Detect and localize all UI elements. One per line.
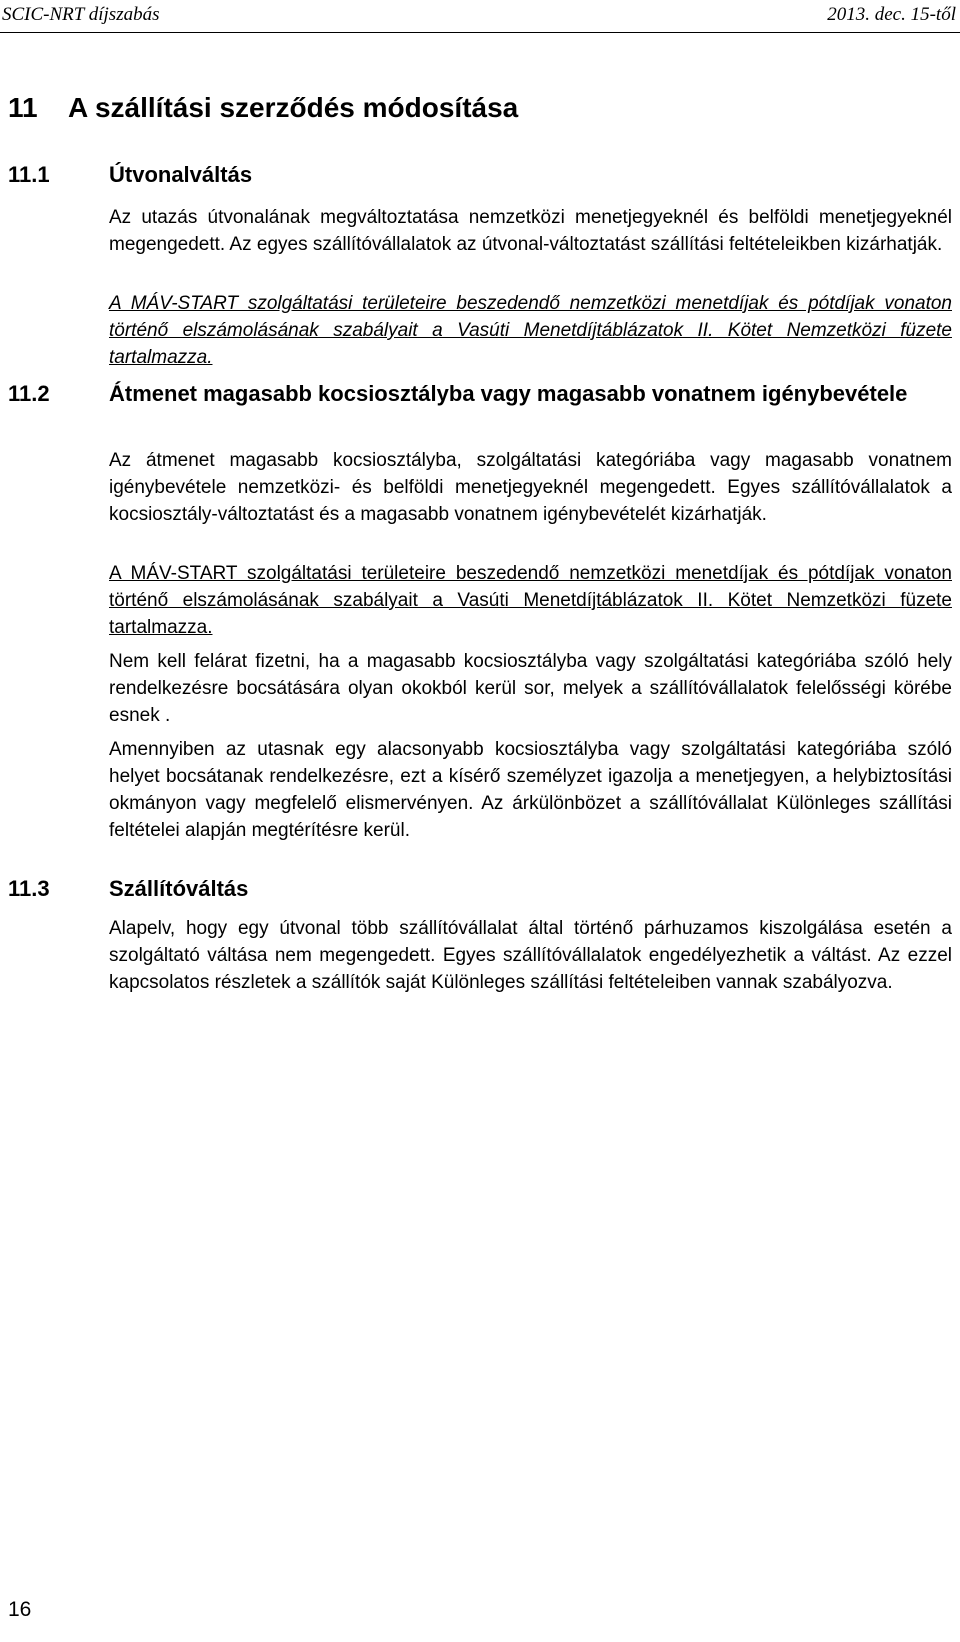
page-number: 16 — [8, 1598, 32, 1621]
section-number: 11.1 — [8, 162, 50, 187]
paragraph-reference-italic: A MÁV-START szolgáltatási területeire beszedendő nemzetközi menetdíjak és pótdíjak vonaton történő elszámolásának szabályait a Vasúti Menetdíjtáblázatok II. Kötet Nemzetközi füzete tartalmazza. — [109, 293, 952, 368]
paragraph: Nem kell felárat fizetni, ha a magasabb kocsiosztályba vagy szolgáltatási kategóriába szóló hely rendelkezésre bocsátására olyan okokból kerül sor, melyek a szállítóvállalatok felelősségi körébe esnek . — [109, 651, 952, 726]
section-heading-11-1 — [8, 160, 252, 190]
chapter-number: 11 — [8, 92, 38, 123]
paragraph: Amennyiben az utasnak egy alacsonyabb kocsiosztályba vagy szolgáltatási kategóriába szóló helyet bocsátanak rendelkezésre, ezt a kísérő személyzet igazolja a menetjegyen, a helybiztosítási okmányon vagy megfelelő elismervényen. Az árkülönbözet a szállítóvállalat Különleges szállítási feltételei alapján megtérítésre kerül. — [109, 739, 952, 841]
chapter-heading — [8, 92, 518, 124]
section-title: Szállítóváltás — [109, 876, 249, 901]
paragraph: Alapelv, hogy egy útvonal több szállítóvállalat által történő párhuzamos kiszolgálása esetén a szolgáltató váltása nem megengedett. Egyes szállítóvállalatok engedélyezhetik a váltást. Az ezzel kapcsolatos részletek a szállítók saját Különleges szállítási feltételeiben vannak szabályozva. — [109, 918, 952, 993]
chapter-title: A szállítási szerződés módosítása — [68, 92, 519, 123]
paragraph: Az utazás útvonalának megváltoztatása nemzetközi menetjegyeknél és belföldi menetjegyeknél megengedett. Az egyes szállítóvállalatok az útvonal-változtatást szállítási feltételeikben kizárhatják. — [109, 207, 952, 255]
header-document-title: SCIC-NRT díjszabás — [2, 4, 160, 25]
section-number: 11.2 — [8, 381, 50, 406]
section-heading-11-3 — [8, 874, 248, 904]
paragraph-reference-underlined: A MÁV-START szolgáltatási területeire beszedendő nemzetközi menetdíjak és pótdíjak vonaton történő elszámolásának szabályait a Vasúti Menetdíjtáblázatok II. Kötet Nemzetközi füzete tartalmazza. — [109, 563, 952, 638]
section-number: 11.3 — [8, 876, 50, 901]
section-heading-11-2 — [8, 377, 952, 410]
page-header — [0, 0, 960, 33]
section-title: Útvonalváltás — [109, 162, 253, 187]
paragraph: Az átmenet magasabb kocsiosztályba, szolgáltatási kategóriába vagy magasabb vonatnem igénybevétele nemzetközi- és belföldi menetjegyeknél megengedett. Egyes szállítóvállalatok a kocsiosztály-változtatást és a magasabb vonatnem igénybevételét kizárhatják. — [109, 450, 952, 525]
section-title: Átmenet magasabb kocsiosztályba vagy magasabb vonatnem igénybevétele — [109, 381, 908, 406]
header-date: 2013. dec. 15-től — [827, 4, 956, 25]
